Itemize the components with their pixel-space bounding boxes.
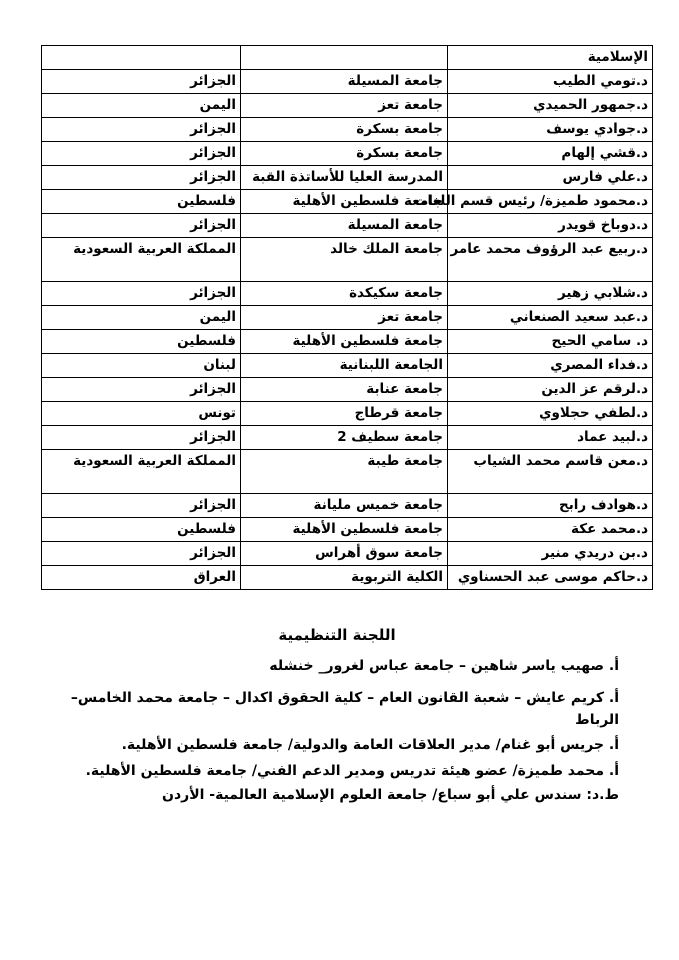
member-name: د.فداء المصري: [448, 354, 653, 378]
table-row: [42, 426, 653, 450]
table-row: [42, 118, 653, 142]
member-country: اليمن: [42, 306, 241, 330]
member-university: الكلية التربوية: [241, 566, 448, 590]
member-country: الجزائر: [42, 494, 241, 518]
member-university: جامعة فلسطين الأهلية: [241, 190, 448, 214]
member-university: جامعة بسكرة: [241, 118, 448, 142]
member-name: د.بن دريدي منير: [448, 542, 653, 566]
member-country: لبنان: [42, 354, 241, 378]
table-row: [42, 354, 653, 378]
member-name: د.محمود طميزة/ رئيس قسم اللغات: [448, 190, 653, 214]
member-university: جامعة سوق أهراس: [241, 542, 448, 566]
table-row: [42, 190, 653, 214]
member-country: فلسطين: [42, 190, 241, 214]
member-country: الجزائر: [42, 142, 241, 166]
member-country: [42, 46, 241, 70]
member-name: د.محمد عكة: [448, 518, 653, 542]
member-country: الجزائر: [42, 214, 241, 238]
table-row: [42, 450, 653, 494]
table-row: [42, 94, 653, 118]
member-name: د.معن قاسم محمد الشياب: [448, 450, 653, 494]
member-university: جامعة سطيف 2: [241, 426, 448, 450]
member-university: جامعة بسكرة: [241, 142, 448, 166]
committee-member: أ. كريم عايش – شعبة القانون العام – كلية الحقوق اكدال – جامعة محمد الخامس– الرباط: [70, 690, 619, 728]
member-name: د.لبيد عماد: [448, 426, 653, 450]
member-name: د.جمهور الحميدي: [448, 94, 653, 118]
member-country: تونس: [42, 402, 241, 426]
table-row: [42, 46, 653, 70]
member-name: د.ربيع عبد الرؤوف محمد عامر: [448, 238, 653, 282]
table-row: [42, 166, 653, 190]
member-university: جامعة المسيلة: [241, 214, 448, 238]
member-country: المملكة العربية السعودية: [42, 238, 241, 282]
members-table: [41, 45, 653, 590]
member-country: المملكة العربية السعودية: [42, 450, 241, 494]
member-university: المدرسة العليا للأساتذة القبة: [241, 166, 448, 190]
committee-member: أ. جريس أبو غنام/ مدير العلاقات العامة والدولية/ جامعة فلسطين الأهلية.: [121, 737, 619, 753]
committee-member: أ. محمد طميزة/ عضو هيئة تدريس ومدير الدعم الفني/ جامعة فلسطين الأهلية.: [85, 763, 619, 779]
member-name: د.شلابي زهير: [448, 282, 653, 306]
member-university: جامعة تعز: [241, 94, 448, 118]
table-row: [42, 330, 653, 354]
member-university: جامعة فلسطين الأهلية: [241, 518, 448, 542]
member-country: الجزائر: [42, 542, 241, 566]
member-name: د.عبد سعيد الصنعاني: [448, 306, 653, 330]
member-name: د.لرقم عز الدين: [448, 378, 653, 402]
member-name: د.تومي الطيب: [448, 70, 653, 94]
member-name: د.لطفي حجلاوي: [448, 402, 653, 426]
table-row: [42, 142, 653, 166]
committee-member: أ. صهيب ياسر شاهين – جامعة عباس لغرور_ خنشله: [269, 658, 619, 674]
member-country: اليمن: [42, 94, 241, 118]
member-university: جامعة فلسطين الأهلية: [241, 330, 448, 354]
table-row: [42, 214, 653, 238]
member-university: جامعة خميس مليانة: [241, 494, 448, 518]
committee-title: اللجنة التنظيمية: [278, 626, 396, 644]
member-name: د.علي فارس: [448, 166, 653, 190]
table-row: [42, 282, 653, 306]
table-row: [42, 306, 653, 330]
member-country: فلسطين: [42, 330, 241, 354]
table-row: [42, 402, 653, 426]
member-country: فلسطين: [42, 518, 241, 542]
member-name: د.حاكم موسى عبد الحسناوي: [448, 566, 653, 590]
table-row: [42, 518, 653, 542]
table-row: [42, 70, 653, 94]
member-university: جامعة سكيكدة: [241, 282, 448, 306]
member-name: د.هوادف رابح: [448, 494, 653, 518]
member-country: الجزائر: [42, 378, 241, 402]
member-university: جامعة عنابة: [241, 378, 448, 402]
member-university: جامعة قرطاج: [241, 402, 448, 426]
table-row: [42, 542, 653, 566]
member-country: الجزائر: [42, 426, 241, 450]
member-university: جامعة المسيلة: [241, 70, 448, 94]
member-name: الإسلامية: [448, 46, 653, 70]
table-row: [42, 238, 653, 282]
member-university: جامعة الملك خالد: [241, 238, 448, 282]
member-country: الجزائر: [42, 70, 241, 94]
member-name: د.دوباخ قويدر: [448, 214, 653, 238]
member-country: الجزائر: [42, 166, 241, 190]
member-university: جامعة تعز: [241, 306, 448, 330]
member-name: د.قشي إلهام: [448, 142, 653, 166]
table-row: [42, 566, 653, 590]
table-row: [42, 494, 653, 518]
member-name: د. سامي الحيح: [448, 330, 653, 354]
member-university: الجامعة اللبنانية: [241, 354, 448, 378]
table-row: [42, 378, 653, 402]
member-country: الجزائر: [42, 282, 241, 306]
member-name: د.جوادي يوسف: [448, 118, 653, 142]
member-country: الجزائر: [42, 118, 241, 142]
member-university: جامعة طيبة: [241, 450, 448, 494]
member-university: [241, 46, 448, 70]
member-country: العراق: [42, 566, 241, 590]
committee-member: ط.د: سندس علي أبو سباع/ جامعة العلوم الإسلامية العالمية- الأردن: [162, 787, 619, 803]
